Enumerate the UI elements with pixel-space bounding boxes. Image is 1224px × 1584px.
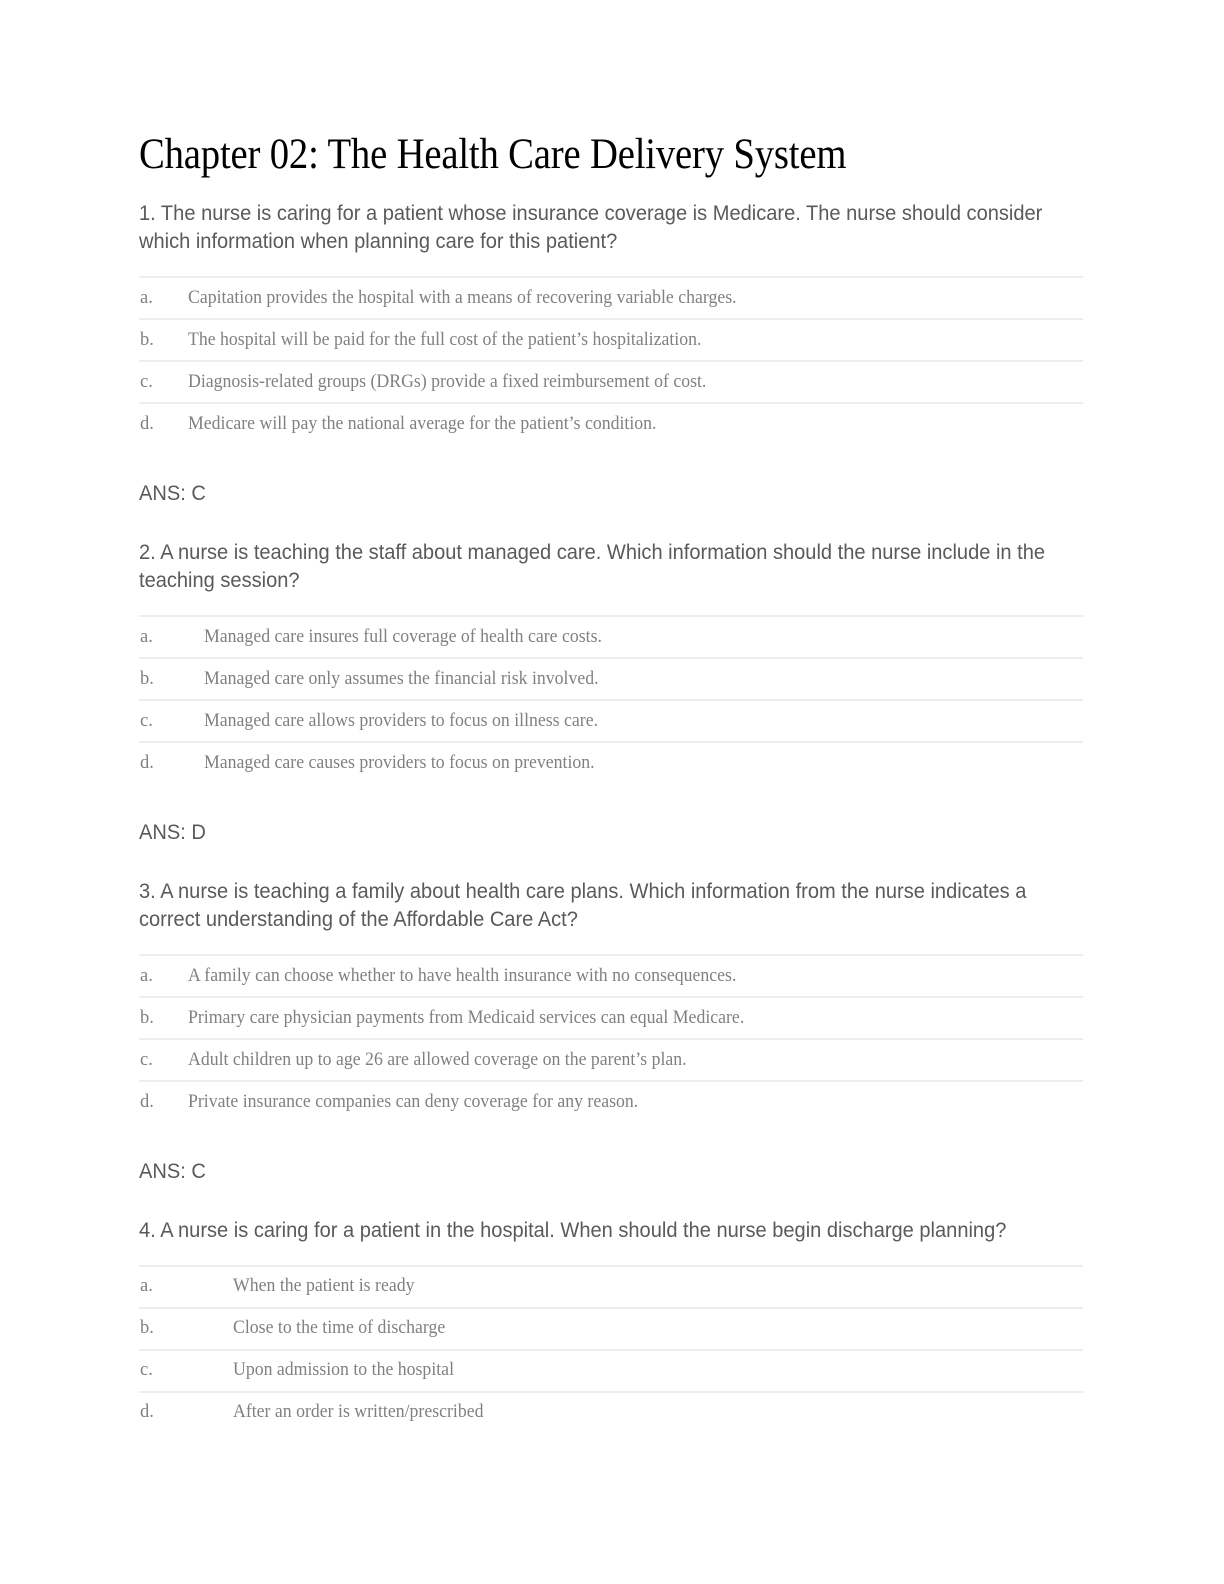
question-block-3 bbox=[139, 878, 1083, 1217]
options-table bbox=[139, 954, 1083, 1122]
document-content bbox=[139, 132, 1083, 1433]
question-block-2 bbox=[139, 539, 1083, 878]
option-text-cell bbox=[233, 1392, 1083, 1433]
option-row[interactable] bbox=[139, 1308, 1083, 1350]
option-letter: b. bbox=[140, 668, 154, 689]
option-row[interactable] bbox=[139, 1392, 1083, 1433]
option-text-cell bbox=[188, 1081, 1083, 1122]
option-row[interactable] bbox=[139, 700, 1083, 742]
option-text-cell bbox=[188, 997, 1083, 1039]
page-title: Chapter 02: The Health Care Delivery System bbox=[139, 131, 847, 178]
option-text: Managed care only assumes the financial risk involved. bbox=[204, 668, 599, 689]
option-letter: a. bbox=[140, 626, 153, 647]
option-text: Managed care causes providers to focus on prevention. bbox=[204, 752, 595, 773]
option-letter: a. bbox=[140, 288, 153, 309]
option-text-cell bbox=[188, 955, 1083, 997]
option-letter: c. bbox=[140, 710, 153, 731]
option-row[interactable] bbox=[139, 1081, 1083, 1122]
options-table bbox=[139, 276, 1083, 444]
option-letter: b. bbox=[140, 330, 154, 351]
question-stem: 1. The nurse is caring for a patient whose insurance coverage is Medicare. The nurse should consider which information when planning care for this patient? bbox=[139, 202, 1043, 254]
option-text-cell bbox=[233, 1308, 1083, 1350]
option-letter: c. bbox=[140, 1360, 153, 1381]
option-text: Upon admission to the hospital bbox=[233, 1360, 455, 1381]
option-text: After an order is written/prescribed bbox=[233, 1402, 484, 1423]
option-row[interactable] bbox=[139, 955, 1083, 997]
option-row[interactable] bbox=[139, 658, 1083, 700]
option-text: Diagnosis-related groups (DRGs) provide a fixed reimbursement of cost. bbox=[188, 372, 707, 393]
option-row[interactable] bbox=[139, 277, 1083, 319]
answer-line: ANS: C bbox=[139, 482, 206, 506]
option-text-cell bbox=[204, 658, 1083, 700]
option-letter: a. bbox=[140, 965, 153, 986]
option-text: Close to the time of discharge bbox=[233, 1318, 446, 1339]
option-letter: b. bbox=[140, 1318, 154, 1339]
option-letter: d. bbox=[140, 752, 154, 773]
question-block-1 bbox=[139, 200, 1083, 539]
option-row[interactable] bbox=[139, 616, 1083, 658]
answer-line: ANS: D bbox=[139, 821, 206, 845]
option-text-cell bbox=[188, 277, 1083, 319]
option-letter: d. bbox=[140, 1091, 154, 1112]
option-text: When the patient is ready bbox=[233, 1276, 415, 1297]
option-letter: b. bbox=[140, 1007, 154, 1028]
option-row[interactable] bbox=[139, 403, 1083, 444]
option-text-cell bbox=[204, 700, 1083, 742]
option-text-cell bbox=[233, 1350, 1083, 1392]
answer-line: ANS: C bbox=[139, 1159, 206, 1183]
option-text: A family can choose whether to have health insurance with no consequences. bbox=[188, 965, 737, 986]
option-text: Adult children up to age 26 are allowed coverage on the parent’s plan. bbox=[188, 1049, 687, 1070]
option-text: Private insurance companies can deny coverage for any reason. bbox=[188, 1091, 639, 1112]
option-row[interactable] bbox=[139, 742, 1083, 783]
question-block-4 bbox=[139, 1217, 1083, 1433]
option-text: Managed care insures full coverage of health care costs. bbox=[204, 626, 602, 647]
option-text: Primary care physician payments from Medicaid services can equal Medicare. bbox=[188, 1007, 745, 1028]
option-text-cell bbox=[233, 1266, 1083, 1308]
option-letter: c. bbox=[140, 372, 153, 393]
option-letter: c. bbox=[140, 1049, 153, 1070]
option-row[interactable] bbox=[139, 1266, 1083, 1308]
option-text-cell bbox=[188, 1039, 1083, 1081]
question-stem: 2. A nurse is teaching the staff about managed care. Which information should the nurse include in the teaching session? bbox=[139, 541, 1046, 593]
option-row[interactable] bbox=[139, 361, 1083, 403]
options-table bbox=[139, 615, 1083, 783]
option-row[interactable] bbox=[139, 1039, 1083, 1081]
option-text: Managed care allows providers to focus on illness care. bbox=[204, 710, 599, 731]
option-row[interactable] bbox=[139, 319, 1083, 361]
option-letter: a. bbox=[140, 1276, 153, 1297]
option-row[interactable] bbox=[139, 997, 1083, 1039]
option-text: Medicare will pay the national average for the patient’s condition. bbox=[188, 414, 657, 435]
option-text-cell bbox=[188, 403, 1083, 444]
option-letter: d. bbox=[140, 1402, 154, 1423]
question-stem: 4. A nurse is caring for a patient in the hospital. When should the nurse begin discharge planning? bbox=[139, 1218, 1007, 1242]
option-letter: d. bbox=[140, 414, 154, 435]
question-stem: 3. A nurse is teaching a family about health care plans. Which information from the nurse indicates a correct understanding of the Affordable Care Act? bbox=[139, 879, 1027, 931]
option-row[interactable] bbox=[139, 1350, 1083, 1392]
option-text-cell bbox=[188, 319, 1083, 361]
options-table bbox=[139, 1265, 1083, 1433]
option-text-cell bbox=[204, 742, 1083, 783]
option-text: Capitation provides the hospital with a means of recovering variable charges. bbox=[188, 288, 737, 309]
option-text: The hospital will be paid for the full cost of the patient’s hospitalization. bbox=[188, 330, 702, 351]
option-text-cell bbox=[204, 616, 1083, 658]
option-text-cell bbox=[188, 361, 1083, 403]
